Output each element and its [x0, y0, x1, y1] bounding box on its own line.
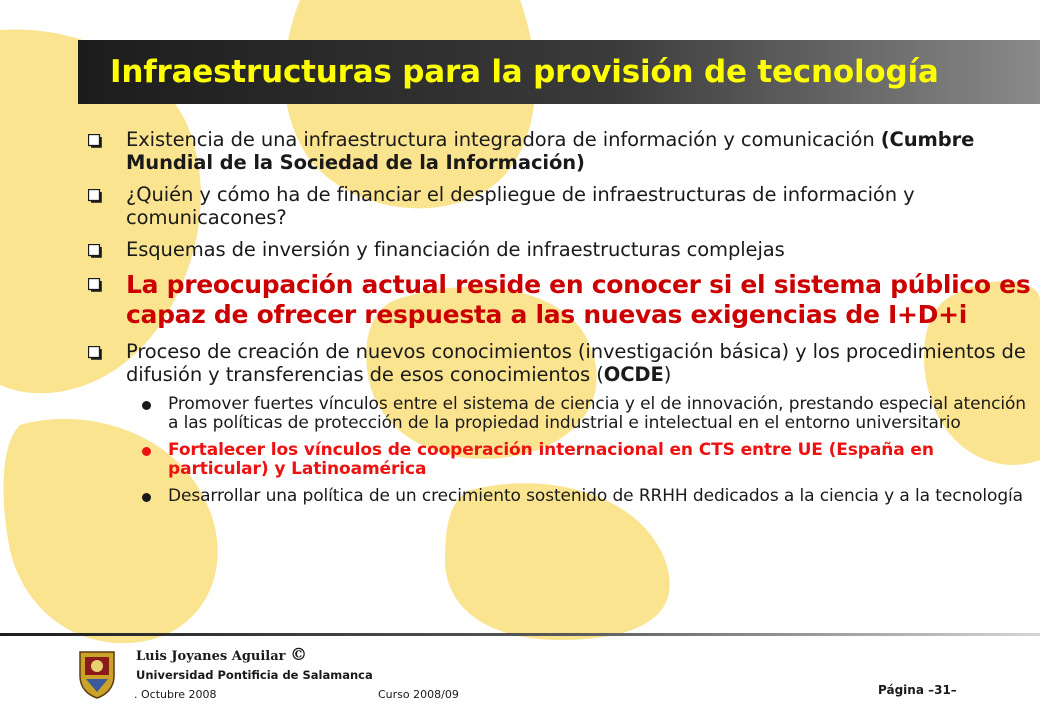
- bullet-tail-text: ): [663, 363, 672, 386]
- square-checkbox-icon: [88, 346, 104, 362]
- square-checkbox-icon: [88, 244, 104, 260]
- bullet-item-1: [86, 128, 1036, 174]
- sub-bullet-1: [86, 395, 1036, 433]
- footer-university: Universidad Pontificia de Salamanca: [136, 668, 373, 682]
- slide-title: Infraestructuras para la provisión de tecnología: [110, 54, 939, 90]
- sub-bullet-3: [86, 487, 1036, 506]
- square-checkbox-icon: [88, 189, 104, 205]
- footer-author: Luis Joyanes Aguilar ©: [136, 645, 308, 665]
- copyright-symbol: ©: [290, 645, 308, 665]
- bullet-item-5: [86, 340, 1036, 386]
- bullet-text: La preocupación actual reside en conocer si el sistema público es capaz de ofrecer respuesta a las nuevas exigencias de I+D+i: [126, 270, 1031, 329]
- slide-content: [86, 128, 1036, 514]
- sub-bullet-2-highlight: [86, 441, 1036, 479]
- university-seal-icon: [76, 648, 118, 700]
- round-bullet-icon: [142, 447, 151, 456]
- footer-date: . Octubre 2008: [134, 688, 217, 701]
- bullet-item-3: [86, 238, 1036, 261]
- round-bullet-icon: [142, 493, 151, 502]
- bullet-bold-text: OCDE: [603, 363, 664, 386]
- bullet-text: ¿Quién y cómo ha de financiar el despliegue de infraestructuras de información y comunicacones?: [126, 183, 915, 229]
- bullet-text: Esquemas de inversión y financiación de infraestructuras complejas: [126, 238, 785, 261]
- bullet-text: Proceso de creación de nuevos conocimientos (investigación básica) y los procedimientos de difusión y transferencias de esos conocimientos (: [126, 340, 1026, 386]
- bullet-item-2: [86, 183, 1036, 229]
- bullet-item-4-highlight: [86, 270, 1036, 330]
- page-number: Página –31–: [878, 683, 957, 697]
- round-bullet-icon: [142, 401, 151, 410]
- sub-bullet-text: Fortalecer los vínculos de cooperación internacional en CTS entre UE (España en particular) y Latinoamérica: [168, 440, 934, 479]
- footer-divider: [0, 633, 1040, 636]
- footer-course: Curso 2008/09: [378, 688, 459, 701]
- bullet-text: Existencia de una infraestructura integradora de información y comunicación: [126, 128, 881, 151]
- bullet-bold-text: (Cumbre Mundial de la Sociedad de la Información): [126, 128, 975, 174]
- square-checkbox-icon: [88, 134, 104, 150]
- sub-bullet-text: Desarrollar una política de un crecimiento sostenido de RRHH dedicados a la ciencia y a la tecnología: [168, 486, 1023, 506]
- sub-bullet-text: Promover fuertes vínculos entre el sistema de ciencia y el de innovación, prestando especial atención a las políticas de protección de la propiedad industrial e intelectual en el entorno universitario: [168, 394, 1026, 433]
- square-checkbox-icon: [88, 278, 104, 294]
